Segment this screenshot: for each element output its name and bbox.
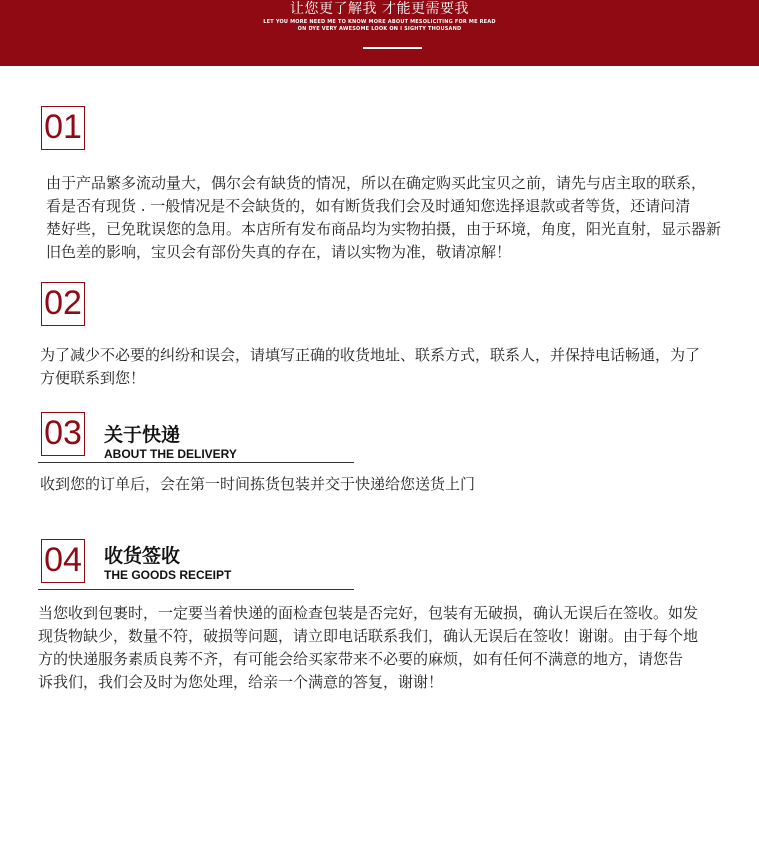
section-number-01: 01 — [41, 106, 85, 150]
text-line: 为了减少不必要的纠纷和误会，请填写正确的收货地址、联系方式，联系人，并保持电话畅通，为了 — [40, 346, 701, 364]
banner-subtitle-line-2: ON DYE VERY AWESOME LOOK ON I SIGHTY THOUSAND — [297, 26, 462, 32]
section-number-04: 04 — [41, 539, 85, 583]
text-line: 看是否有现货 . 一般情况是不会缺货的，如有断货我们会及时通知您选择退款或者等货，还请问清 — [46, 197, 691, 215]
section-03-divider — [38, 462, 354, 463]
section-number-03: 03 — [41, 412, 85, 456]
section-03-text — [40, 473, 730, 496]
banner-subtitle — [0, 19, 759, 33]
text-line: 当您收到包裹时，一定要当着快递的面检查包装是否完好，包装有无破损，确认无误后在签收。如发 — [38, 604, 699, 622]
section-03-subheading: ABOUT THE DELIVERY — [104, 447, 237, 461]
banner-divider — [363, 47, 422, 49]
section-02-text — [40, 344, 730, 390]
text-line: 现货物缺少，数量不符，破损等问题，请立即电话联系我们，确认无误后在签收！谢谢。由于每个地 — [38, 627, 699, 645]
header-banner — [0, 0, 759, 66]
text-line: 方便联系到您！ — [40, 369, 146, 387]
text-line: 由于产品繁多流动量大，偶尔会有缺货的情况，所以在确定购买此宝贝之前，请先与店主取的联系， — [46, 174, 707, 192]
banner-title: 让您更了解我 才能更需要我 — [290, 1, 469, 17]
text-line: 楚好些，已免耽误您的急用。本店所有发布商品均为实物拍摄，由于环境，角度，阳光直射，显示器新 — [46, 220, 722, 238]
banner-subtitle-line-1: LET YOU MORE NEED ME TO KNOW MORE ABOUT MESOLICITING FOR ME READ — [263, 19, 496, 25]
text-line: 收到您的订单后，会在第一时间拣货包装并交于快递给您送货上门 — [40, 475, 476, 493]
section-04-heading: 收货签收 — [104, 545, 181, 567]
section-04-text — [38, 602, 728, 694]
section-04-divider — [38, 589, 354, 590]
text-line: 旧色差的影响，宝贝会有部份失真的存在，请以实物为准，敬请凉解！ — [46, 243, 512, 261]
text-line: 诉我们，我们会及时为您处理，给亲一个满意的答复，谢谢！ — [38, 673, 444, 691]
text-line: 方的快递服务素质良莠不齐，有可能会给买家带来不必要的麻烦，如有任何不满意的地方，请您告 — [38, 650, 684, 668]
section-number-02: 02 — [41, 282, 85, 326]
section-01-text — [46, 172, 736, 264]
section-03-heading: 关于快递 — [104, 424, 181, 446]
section-04-subheading: THE GOODS RECEIPT — [104, 568, 232, 582]
